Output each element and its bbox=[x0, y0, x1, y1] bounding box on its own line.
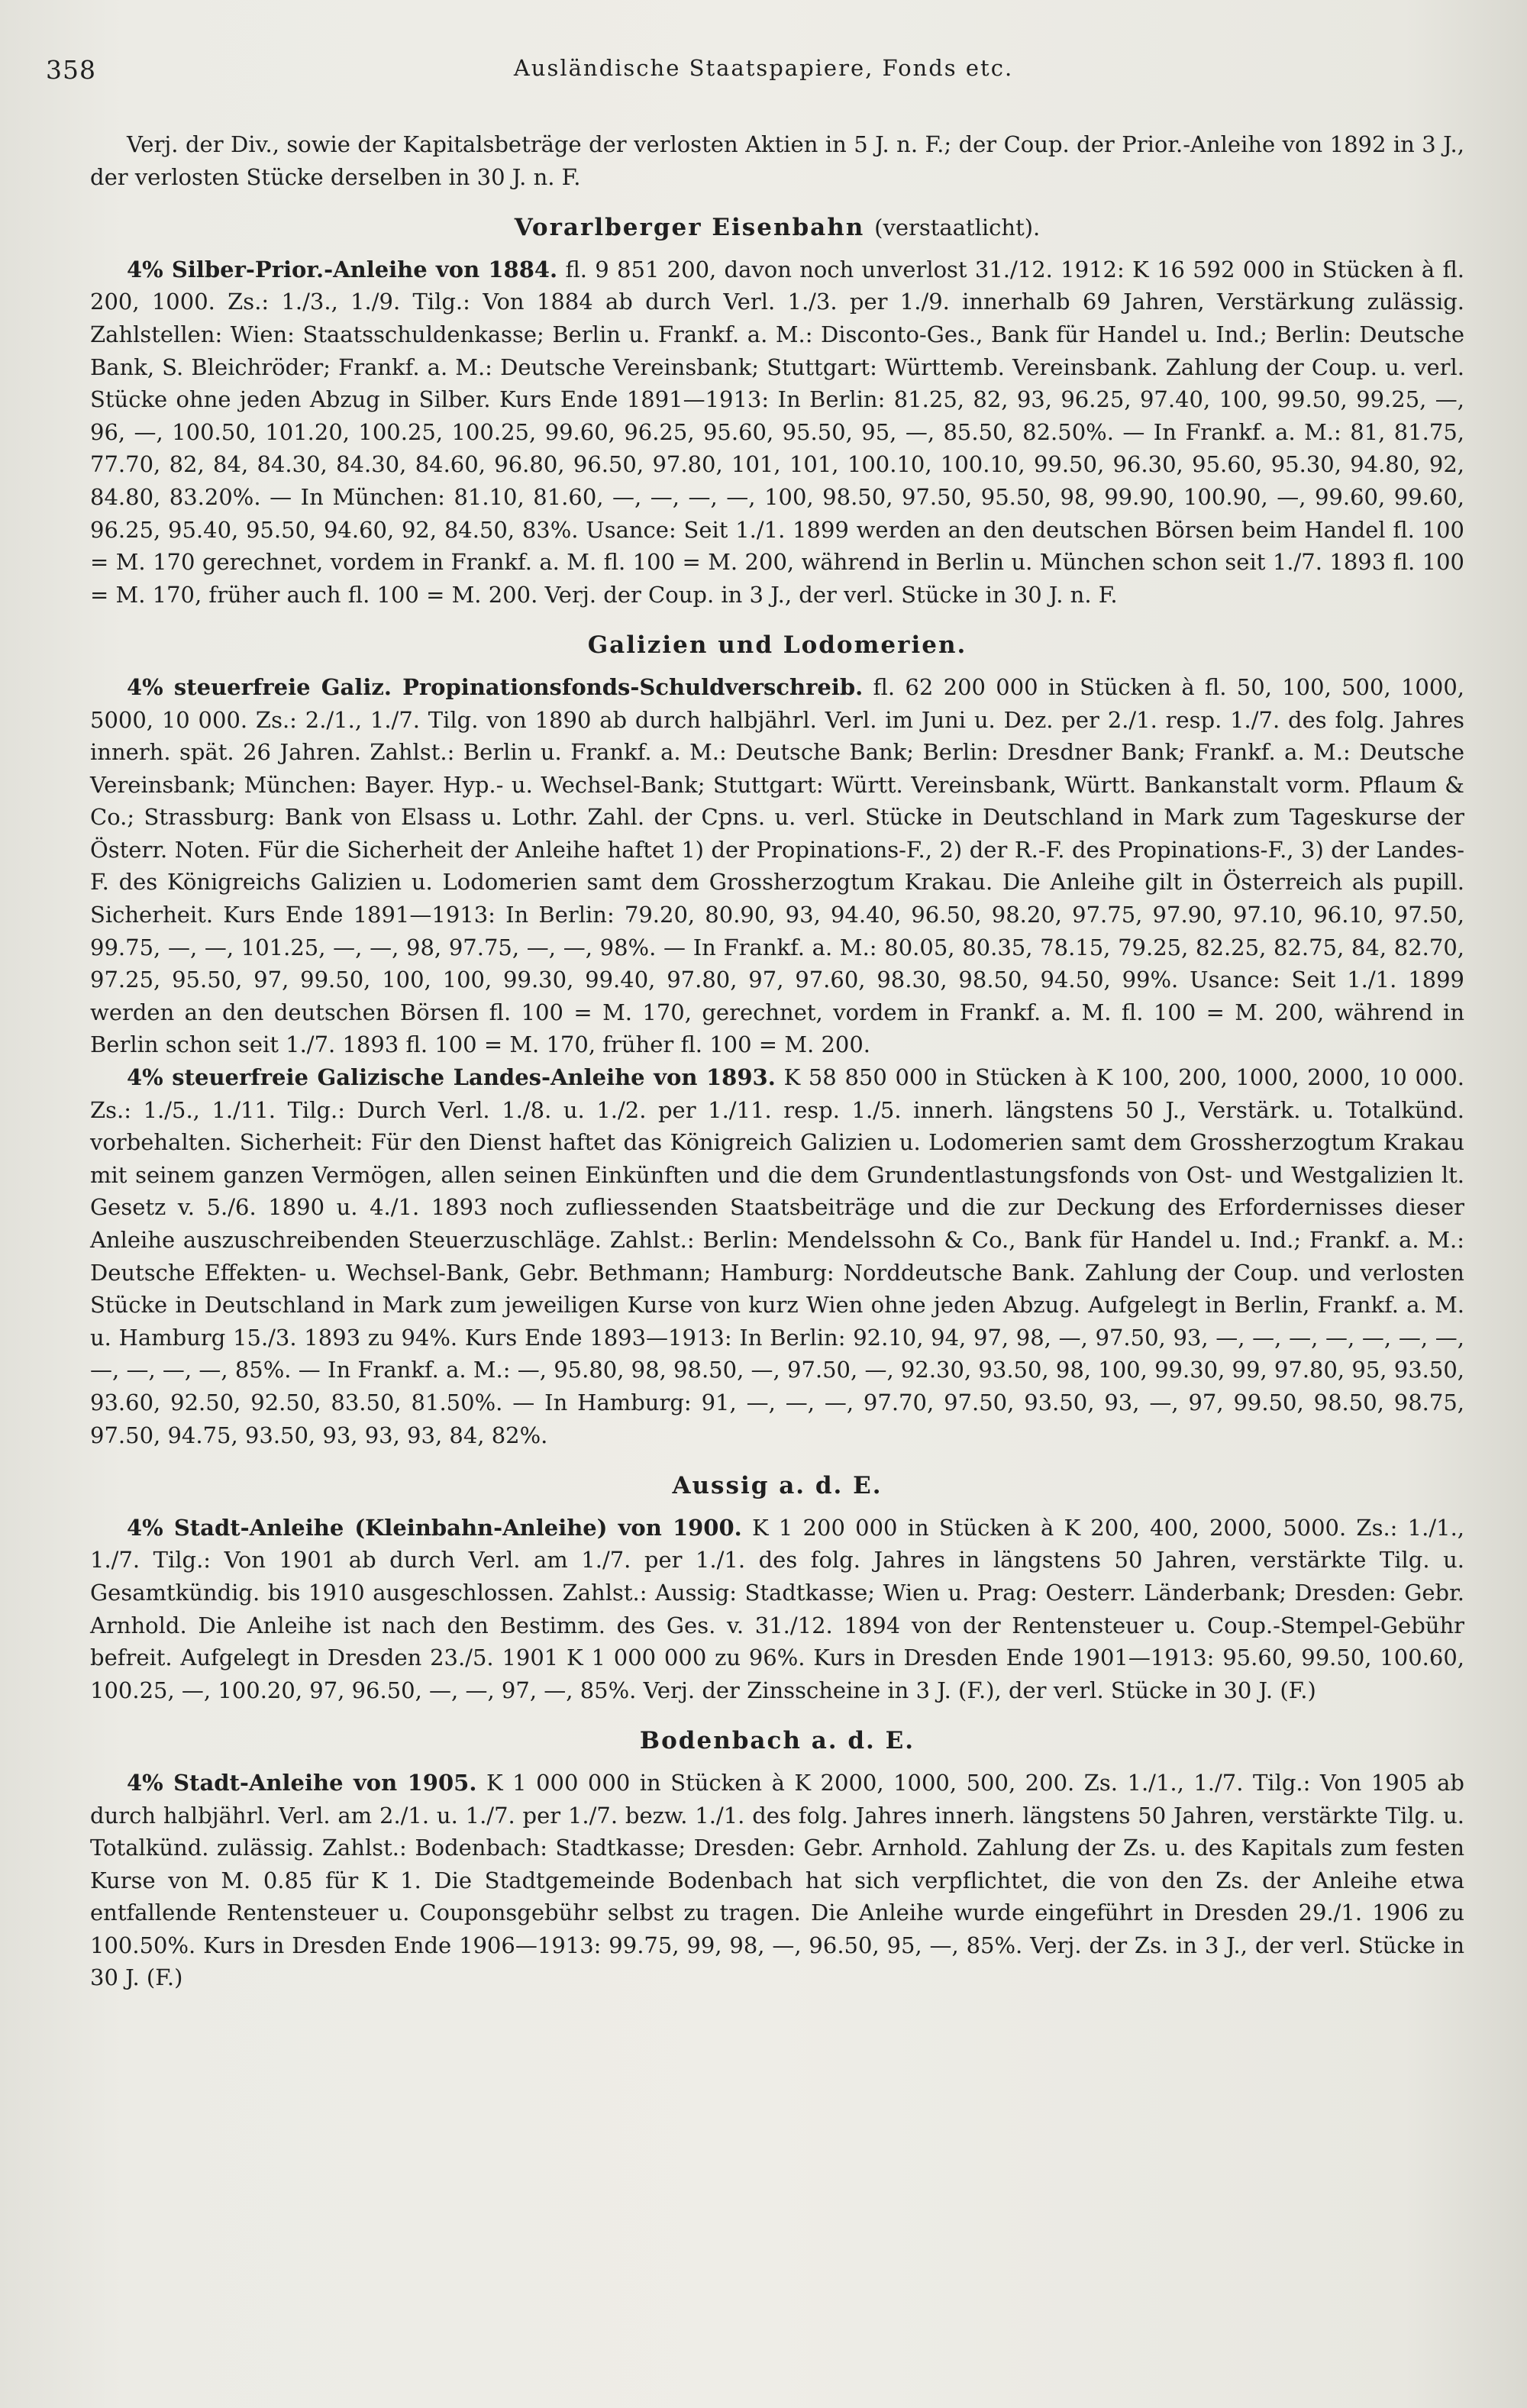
section-title-galizien: Galizien und Lodomerien. bbox=[587, 631, 967, 660]
page-header bbox=[46, 55, 1481, 93]
section-title-vorarlberger bbox=[90, 211, 1464, 244]
bond-text: K 1 200 000 in Stücken à K 200, 400, 2000, 5000. Zs.: 1./1., 1./7. Tilg.: Von 1901 ab durch Verl. am 1./7. per 1./1. des folg. Jahres in längstens 50 Jahren, verstärkte Tilg. u. Gesamtkündig. bis 1910 ausgeschlossen. Zahlst.: Aussig: Stadtkasse; Wien u. Prag: Oesterr. Länderbank; Dresden: Gebr. Arnhold. Die Anleihe ist nach den Bestimm. des Ges. v. 31./12. 1894 von der Rentensteuer u. Coup.-Stempel-Gebühr befreit. Aufgelegt in Dresden 23./5. 1901 K 1 000 000 zu 96%. Kurs in Dresden Ende 1901—1913: 95.60, 99.50, 100.60, 100.25, —, 100.20, 97, 96.50, —, —, 97, —, 85%. Verj. der Zinsscheine in 3 J. (F.), der verl. Stücke in 30 J. (F.) bbox=[90, 1514, 1465, 1703]
running-title: Ausländische Staatspapiere, Fonds etc. bbox=[513, 55, 1014, 81]
section-title-aussig: Aussig a. d. E. bbox=[672, 1472, 883, 1500]
bond-heading: 4% Silber-Prior.-Anleihe von 1884. bbox=[127, 256, 558, 282]
bond-text: fl. 9 851 200, davon noch unverlost 31./12. 1912: K 16 592 000 in Stücken à fl. 200, 1000. Zs.: 1./3., 1./9. Tilg.: Von 1884 ab durch Verl. 1./3. per 1./9. innerhalb 69 Jahren, Verstärkung zulässig. Zahlstellen: Wien: Staatsschuldenkasse; Berlin u. Frankf. a. M.: Disconto-Ges., Bank für Handel u. Ind.; Berlin: Deutsche Bank, S. Bleichröder; Frankf. a. M.: Deutsche Vereinsbank; Stuttgart: Württemb. Vereinsbank. Zahlung der Coup. u. verl. Stücke ohne jeden Abzug in Silber. Kurs Ende 1891—1913: In Berlin: 81.25, 82, 93, 96.25, 97.40, 100, 99.50, 99.25, —, 96, —, 100.50, 101.20, 100.25, 100.25, 99.60, 96.25, 95.60, 95.50, 95, —, 85.50, 82.50%. — In Frankf. a. M.: 81, 81.75, 77.70, 82, 84, 84.30, 84.30, 84.60, 96.80, 96.50, 97.80, 101, 101, 100.10, 100.10, 99.50, 96.30, 95.60, 95.30, 94.80, 92, 84.80, 83.20%. — In München: 81.10, 81.60, —, —, —, —, 100, 98.50, 97.50, 95.50, 98, 99.90, 100.90, —, 99.60, 99.60, 96.25, 95.40, 95.50, 94.60, 92, 84.50, 83%. Usance: Seit 1./1. 1899 werden an den deutschen Börsen beim Handel fl. 100 = M. 170 gerechnet, vordem in Frankf. a. M. fl. 100 = M. 200, während in Berlin u. München schon seit 1./7. 1893 fl. 100 = M. 170, früher auch fl. 100 = M. 200. Verj. der Coup. in 3 J., der verl. Stücke in 30 J. n. F. bbox=[90, 256, 1464, 608]
bond-heading: 4% Stadt-Anleihe (Kleinbahn-Anleihe) von 1900. bbox=[127, 1514, 742, 1541]
bond-text: K 1 000 000 in Stücken à K 2000, 1000, 500, 200. Zs. 1./1., 1./7. Tilg.: Von 1905 ab durch halbjährl. Verl. am 2./1. u. 1./7. per 1./7. bezw. 1./1. des folg. Jahres innerh. längstens 50 Jahren, verstärkte Tilg. u. Totalkünd. zulässig. Zahlst.: Bodenbach: Stadtkasse; Dresden: Gebr. Arnhold. Zahlung der Zs. u. des Kapitals zum festen Kurse von M. 0.85 für K 1. Die Stadtgemeinde Bodenbach hat sich verpflichtet, die von den Zs. der Anleihe etwa entfallende Rentensteuer u. Couponsgebühr selbst zu tragen. Die Anleihe wurde eingeführt in Dresden 29./1. 1906 zu 100.50%. Kurs in Dresden Ende 1906—1913: 99.75, 99, 98, —, 96.50, 95, —, 85%. Verj. der Zs. in 3 J., der verl. Stücke in 30 J. (F.) bbox=[90, 1769, 1464, 1991]
bond-entry bbox=[90, 1512, 1464, 1707]
bond-text: fl. 62 200 000 in Stücken à fl. 50, 100, 500, 1000, 5000, 10 000. Zs.: 2./1., 1./7. Tilg. von 1890 ab durch halbjährl. Verl. im Juni u. Dez. per 2./1. resp. 1./7. des folg. Jahres innerh. spät. 26 Jahren. Zahlst.: Berlin u. Frankf. a. M.: Deutsche Bank; Berlin: Dresdner Bank; Frankf. a. M.: Deutsche Vereinsbank; München: Bayer. Hyp.- u. Wechsel-Bank; Stuttgart: Württ. Vereinsbank, Württ. Bankanstalt vorm. Pflaum & Co.; Strassburg: Bank von Elsass u. Lothr. Zahl. der Cpns. u. verl. Stücke in Deutschland in Mark zum Tageskurse der Österr. Noten. Für die Sicherheit der Anleihe haftet 1) der Propinations-F., 2) der R.-F. des Propinations-F., 3) der Landes-F. des Königreichs Galizien u. Lodomerien samt dem Grossherzogtum Krakau. Die Anleihe gilt in Österreich als pupill. Sicherheit. Kurs Ende 1891—1913: In Berlin: 79.20, 80.90, 93, 94.40, 96.50, 98.20, 97.75, 97.90, 97.10, 96.10, 97.50, 99.75, —, —, 101.25, —, —, 98, 97.75, —, —, 98%. — In Frankf. a. M.: 80.05, 80.35, 78.15, 79.25, 82.25, 82.75, 84, 82.70, 97.25, 95.50, 97, 99.50, 100, 100, 99.30, 99.40, 97.80, 97, 97.60, 98.30, 98.50, 94.50, 99%. Usance: Seit 1./1. 1899 werden an den deutschen Börsen fl. 100 = M. 170, gerechnet, vordem in Frankf. a. M. fl. 100 = M. 200, während in Berlin schon seit 1./7. 1893 fl. 100 = M. 170, früher fl. 100 = M. 200. bbox=[90, 673, 1464, 1058]
bond-text: K 58 850 000 in Stücken à K 100, 200, 1000, 2000, 10 000. Zs.: 1./5., 1./11. Tilg.: Durch Verl. 1./8. u. 1./2. per 1./11. resp. 1./5. innerh. längstens 50 J., Verstärk. u. Totalkünd. vorbehalten. Sicherheit: Für den Dienst haftet das Königreich Galizien u. Lodomerien samt dem Grossherzogtum Krakau mit seinem ganzen Vermögen, allen seinen Einkünften und die dem Grundentlastungsfonds von Ost- und Westgalizien lt. Gesetz v. 5./6. 1890 u. 4./1. 1893 noch zufliessenden Staatsbeiträge und die zur Deckung des Erfordernisses dieser Anleihe auszuschreibenden Steuerzuschläge. Zahlst.: Berlin: Mendelssohn & Co., Bank für Handel u. Ind.; Frankf. a. M.: Deutsche Effekten- u. Wechsel-Bank, Gebr. Bethmann; Hamburg: Norddeutsche Bank. Zahlung der Coup. und verlosten Stücke in Deutschland in Mark zum jeweiligen Kurse von kurz Wien ohne jeden Abzug. Aufgelegt in Berlin, Frankf. a. M. u. Hamburg 15./3. 1893 zu 94%. Kurs Ende 1893—1913: In Berlin: 92.10, 94, 97, 98, —, 97.50, 93, —, —, —, —, —, —, —, —, —, —, —, 85%. — In Frankf. a. M.: —, 95.80, 98, 98.50, —, 97.50, —, 92.30, 93.50, 98, 100, 99.30, 99, 97.80, 95, 93.50, 93.60, 92.50, 92.50, 83.50, 81.50%. — In Hamburg: 91, —, —, —, 97.70, 97.50, 93.50, 93, —, 97, 99.50, 98.50, 98.75, 97.50, 94.75, 93.50, 93, 93, 93, 84, 82%. bbox=[90, 1064, 1465, 1448]
bond-entry bbox=[90, 1061, 1464, 1451]
bond-heading: 4% steuerfreie Galizische Landes-Anleihe von 1893. bbox=[127, 1064, 776, 1091]
document-body bbox=[90, 128, 1464, 1994]
section-title-bodenbach: Bodenbach a. d. E. bbox=[639, 1727, 915, 1755]
bond-heading: 4% steuerfreie Galiz. Propinationsfonds-Schuldverschreib. bbox=[127, 673, 864, 700]
bond-entry bbox=[90, 253, 1464, 612]
section-title-text: Vorarlberger Eisenbahn bbox=[514, 214, 865, 242]
page-number: 358 bbox=[46, 55, 96, 85]
section-title-note: (verstaatlicht). bbox=[874, 215, 1041, 241]
bond-entry bbox=[90, 671, 1464, 1061]
bond-heading: 4% Stadt-Anleihe von 1905. bbox=[127, 1769, 477, 1796]
bond-entry bbox=[90, 1767, 1464, 1994]
intro-paragraph: Verj. der Div., sowie der Kapitalsbeträge der verlosten Aktien in 5 J. n. F.; der Coup. der Prior.-Anleihe von 1892 in 3 J., der verlosten Stücke derselben in 30 J. n. F. bbox=[90, 131, 1464, 190]
